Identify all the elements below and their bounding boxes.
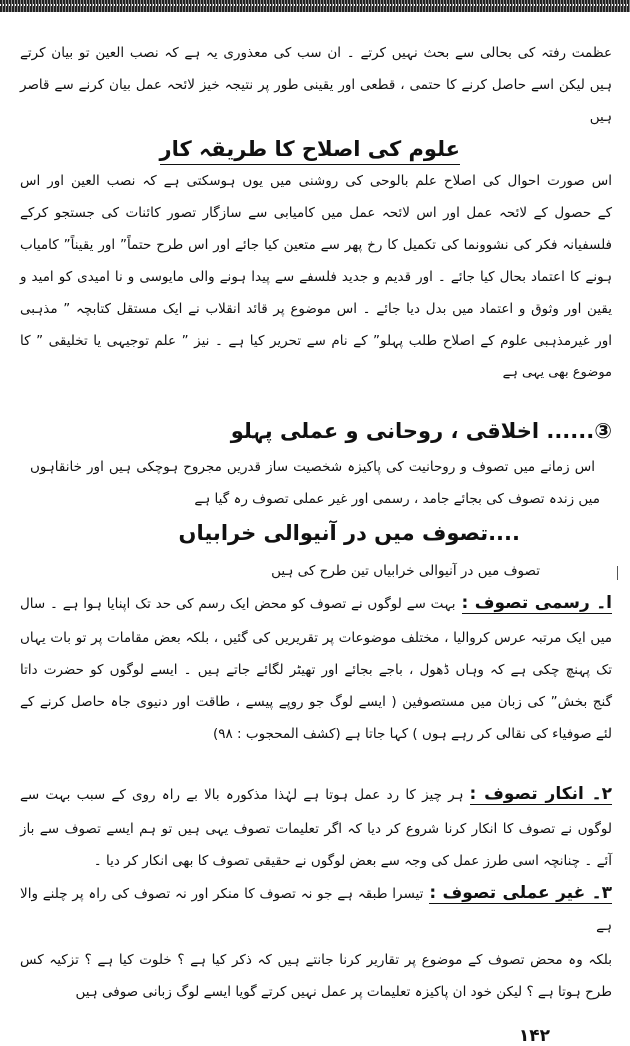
paragraph-line: لئے صوفیاء کی نقالی کر رہے ہوں ) کہا جاتا ہے (کشف المحجوب : ۹۸) xyxy=(212,726,612,742)
paragraph-line: گنج بخش” کی زبان میں مستصوفین ( ایسے لوگ جو روپے پیسے ، طاقت اور دنیوی جاہ حاصل کرنے کے xyxy=(20,694,612,710)
item-text: ہر چیز کا رد عمل ہوتا ہے لہٰذا مذکورہ بالا بے راہ روی کے سبب بہت سے xyxy=(20,787,464,803)
item-text: تیسرا طبقہ ہے جو نہ تصوف کا منکر اور نہ تصوف کی راہ پر چلنے والا ہے xyxy=(20,886,612,934)
scan-top-border xyxy=(0,0,630,12)
list-item-non-practical-sufism xyxy=(20,877,612,942)
paragraph-line: عظمت رفتہ کی بحالی سے بحث نہیں کرتے ۔ ان سب کی معذوری یہ ہے کہ نصب العین تو بیان کرتے xyxy=(20,45,612,61)
section-heading-reform-method: علوم کی اصلاح کا طریقہ کار xyxy=(160,134,461,165)
intro-line: تصوف میں در آنیوالی خرابیاں تین طرح کی ہیں xyxy=(271,563,540,579)
paragraph-line: تک پہنچ چکی ہے کہ وہاں ڈھول ، باجے بجائے اور تھیٹر لگائے جاتے ہیں ۔ ایسے لوگوں کو حضرت داتا xyxy=(20,662,612,678)
item-label: ۲۔ انکار تصوف : xyxy=(469,784,612,804)
page-number: ۱۴۲ xyxy=(518,1026,550,1046)
list-item-ritual-sufism xyxy=(20,587,612,620)
paragraph-line: میں زندہ تصوف کی بجائے جامد ، رسمی اور غیر عملی تصوف رہ گیا ہے xyxy=(194,491,600,507)
item-text: بہت سے لوگوں نے تصوف کو محض ایک رسم کی حد تک اپنایا ہوا ہے ۔ سال xyxy=(20,596,456,612)
paragraph-line: لوگوں نے تصوف کا انکار کرنا شروع کر دیا کہ اگر تعلیمات تصوف یہی ہیں تو ہم ایسے تصوف سے باز xyxy=(20,821,612,837)
paragraph-line: کے حصول کے لائحہ عمل اور اس لائحہ عمل میں کامیابی سے سازگار تصور کائنات کی جستجو کرکے xyxy=(20,205,612,221)
scan-mark xyxy=(617,566,618,580)
paragraph-line: ہونے کا اعتماد بحال کیا جائے ۔ اور قدیم و جدید فلسفے سے پیدا ہونے والی مایوسی و نا امیدی کو امید و xyxy=(20,269,612,285)
section-heading-sufism-flaws: ....تصوف میں در آنیوالی خرابیاں xyxy=(178,521,520,545)
paragraph-line: بلکہ وہ محض تصوف کے موضوع پر تقاریر کرنا جانتے ہیں کہ ذکر کیا ہے ؟ خلوت کیا ہے ؟ تزکیہ کس xyxy=(20,952,612,968)
paragraph-line: اس صورت احوال کی اصلاح علم بالوحی کی روشنی میں یوں ہوسکتی ہے کہ نصب العین اور اس xyxy=(20,173,612,189)
item-label: ۳۔ غیر عملی تصوف : xyxy=(429,883,612,903)
paragraph-line: اور غیرمذہبی علوم کے اصلاح طلب پہلو” کے نام سے تحریر کیا ہے ۔ نیز ” علم توجیہی یا تخلیقی ” کا xyxy=(20,333,612,349)
paragraph-line: یقین اور وثوق و اعتماد میں بدل دیا جائے ۔ اس موضوع پر قائد انقلاب نے ایک مستقل کتابچہ ” مذہبی xyxy=(20,301,612,317)
section-heading-reform-method-wrap xyxy=(20,133,612,165)
item-label: ا۔ رسمی تصوف : xyxy=(461,593,612,613)
paragraph-line: اس زمانے میں تصوف و روحانیت کی پاکیزہ شخصیت ساز قدریں مجروح ہوچکی ہیں اور خانقاہوں xyxy=(30,459,595,475)
paragraph-line: فلسفیانہ فکر کی نشوونما کی تکمیل کا رخ پھر سے متعین کیا جائے اور اس طرح حتماً” اور یقیناً” کامیاب xyxy=(20,237,612,253)
paragraph-line: میں ایک مرتبہ عرس کروالیا ، مختلف موضوعات پر تقریریں کی گئیں ، بلکہ بعض مقامات پر تو بات یہاں xyxy=(20,630,612,646)
section-heading-ethical-spiritual: ③...... اخلاقی ، روحانی و عملی پہلو xyxy=(230,419,612,443)
paragraph-line: آئے ۔ چنانچہ اسی طرز عمل کی وجہ سے بعض لوگوں نے حقیقی تصوف کا بھی انکار کر دیا ۔ xyxy=(93,853,612,869)
paragraph-line: ہیں لیکن اسے حاصل کرنے کا حتمی ، قطعی اور یقینی طور پر نتیجہ خیز لائحہ عمل بیان کرنے سے قاصر ہیں xyxy=(20,77,612,125)
paragraph-line: موضوع بھی یہی ہے xyxy=(502,365,612,380)
paragraph-line: طرح ہوتا ہے ؟ لیکن خود ان پاکیزہ تعلیمات پر عمل نہیں کرتے گویا ایسے لوگ زبانی صوفی ہیں xyxy=(75,984,612,1000)
list-item-denial-of-sufism xyxy=(20,778,612,811)
